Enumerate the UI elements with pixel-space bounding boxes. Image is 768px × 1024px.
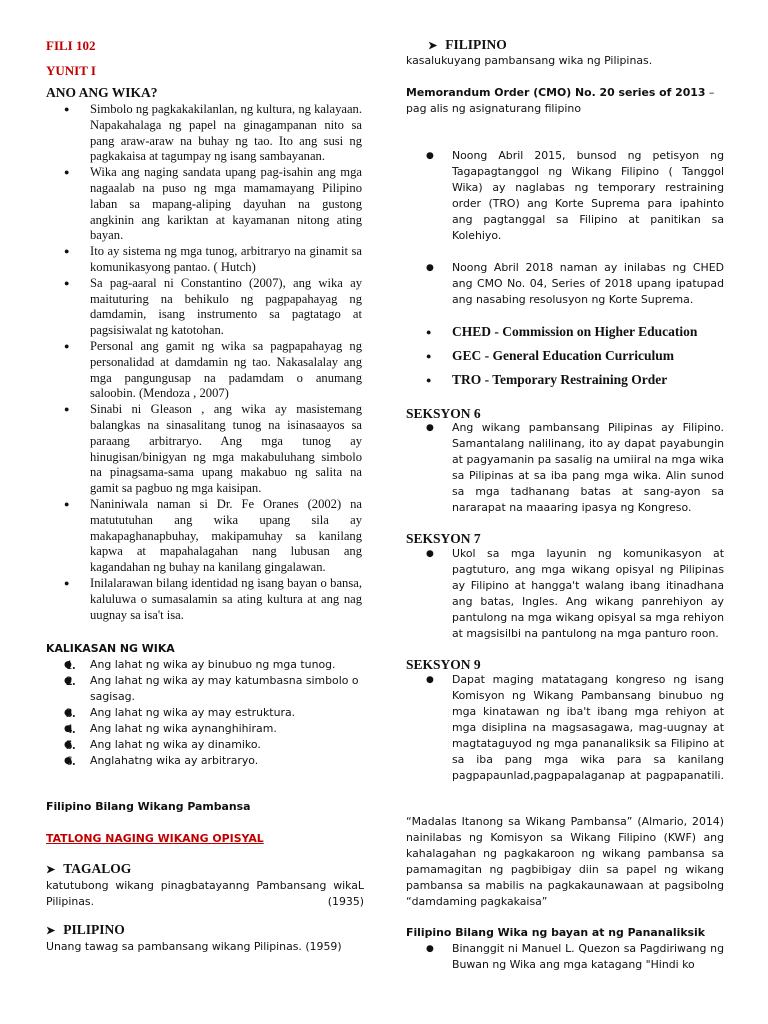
- item-number: ● 3.: [66, 706, 76, 720]
- tagalog-text: katutubong wikang pinagbatayanng Pambansang wikaL Pilipinas. (1935): [46, 879, 364, 908]
- arrow-bullet-icon: ➤: [46, 864, 56, 876]
- list-item: ● Ito ay sistema ng mga tunog, arbitraryo na ginamit sa komunikasyong pantao. ( Hutch): [90, 244, 362, 276]
- cmo-description: – pag alis ng asignaturang filipino: [406, 86, 715, 115]
- section-heading-ano-ang-wika: ANO ANG WIKA?: [46, 85, 158, 100]
- kalikasan-list: [66, 657, 362, 769]
- cmo-paragraph: [406, 85, 724, 117]
- unit-title: YUNIT I: [46, 63, 96, 78]
- pilipino-text: Unang tawag sa pambansang wikang Pilipinas. (1959): [46, 940, 342, 953]
- list-item: ● Dapat maging matatagang kongreso ng isang Komisyon ng Wikang Pambansang binubuo ng mga kinatawan ng iba't ibang mga rehiyon at mga disiplina na magsasagawa, mag-uugnay at magtataguyod ng mga pananaliksik sa Filipino at sa iba pang mga wika para sa kanilang pagpapaunlad,pagpapalaganap at pagpapanatili.: [452, 672, 724, 784]
- seksyon-6-heading: SEKSYON 6: [406, 406, 481, 421]
- item-number: ● 6.: [66, 754, 76, 768]
- list-item: ● Sa pag-aaral ni Constantino (2007), ang wika ay maituturing na behikulo ng pagpapahayag ng damdamin, isang instrumento sa pagtatago at pagsisiwalat ng katotohan.: [90, 276, 362, 339]
- list-item: [66, 753, 362, 769]
- kalikasan-heading: KALIKASAN NG WIKA: [46, 642, 175, 655]
- course-code: FILI 102: [46, 38, 96, 53]
- arrow-bullet-icon: ➤: [428, 40, 438, 52]
- list-item: [66, 721, 362, 737]
- list-item: ● Naniniwala naman si Dr. Fe Oranes (2002) na matututuhan ang wika upang sila ay makapaghanapbuhay, makipamuhay sa kanilang kapwa at mapahalagahan nang lubusan ang kagandahan ng buhay na kanilang gingalawan.: [90, 497, 362, 576]
- list-item: ● GEC - General Education Curriculum: [452, 344, 724, 368]
- seksyon-7-heading: SEKSYON 7: [406, 531, 481, 546]
- arrow-bullet-icon: ➤: [46, 925, 56, 937]
- item-number: ● 2.: [66, 674, 76, 688]
- filipino-heading: [428, 37, 507, 53]
- item-text: Ang lahat ng wika ay binubuo ng mga tunog.: [90, 658, 336, 671]
- tagalog-label: TAGALOG: [63, 861, 132, 876]
- list-item: ● Binanggit ni Manuel L. Quezon sa Pagdiriwang ng Buwan ng Wika ang mga katagang "Hindi ko: [452, 941, 724, 973]
- seksyon-9-heading: SEKSYON 9: [406, 657, 481, 672]
- tagalog-heading: [46, 861, 131, 877]
- item-number: ● 5.: [66, 738, 76, 752]
- list-item: [66, 705, 362, 721]
- list-item: ● Ang wikang pambansang Pilipinas ay Filipino. Samantalang nalilinang, ito ay dapat payabungin at pagyamanin pa sasalig na umiiral na mga wika sa Pilipinas at sa iba pang mga wika. Alin sunod sa mga tadhanang batas at sang-ayon sa nararapat na maaaring ipasya ng Kongreso.: [452, 420, 724, 516]
- tro-list: [452, 148, 724, 308]
- madalas-paragraph: “Madalas Itanong sa Wikang Pambansa” (Almario, 2014) nainilabas ng Komisyon sa Wikang Filipino (KWF) ang kahalagahan ng pagkakaroon ng wikang pambansa sa pamamagitan ng pagbibigay diin sa papel ng wikang pambansa sa mabilis na pagkakaunawaan at pagsibolng “damdaming pagkakaisa”: [406, 815, 724, 908]
- filipino-label: FILIPINO: [445, 37, 507, 52]
- list-item: ● TRO - Temporary Restraining Order: [452, 368, 724, 392]
- ano-ang-wika-list: [90, 102, 362, 623]
- seksyon-9-list: [452, 672, 724, 784]
- seksyon-6-list: [452, 420, 724, 516]
- acronym-list: [452, 320, 724, 392]
- list-item: ● Sinabi ni Gleason , ang wika ay masistemang balangkas na sinasalitang tunog na isinasaayos sa paraang arbitraryo. Ang mga tunog ay hinugisan/binigyan ng mga makabuluhang simbolo na pinagsama-sama upang makabuo ng salita na gamit sa pagbuo ng mga kaisipan.: [90, 402, 362, 497]
- list-item: ● Inilalarawan bilang identidad ng isang bayan o bansa, kaluluwa o sumasalamin sa ating kultura at ang nag uugnay sa isa't isa.: [90, 576, 362, 623]
- list-item: ● Noong Abril 2018 naman ay inilabas ng CHED ang CMO No. 04, Series of 2018 upang ipatupad ang nasabing resolusyon ng Korte Suprema.: [452, 260, 724, 308]
- item-text: Ang lahat ng wika aynanghihiram.: [90, 722, 277, 735]
- item-text: Ang lahat ng wika ay may katumbasna simbolo o sagisag.: [90, 674, 359, 703]
- list-item: [66, 737, 362, 753]
- list-item: ● Ukol sa mga layunin ng komunikasyon at pagtuturo, ang mga wikang opisyal ng Pilipinas ay Filipino at hangga't walang ibang itinadhana ang batas, Ingles. Ang wikang panrehiyon ay pantulong na mga wikang opisyal sa mga rehiyon at magsisilbi na pantulong na mga panturo roon.: [452, 546, 724, 642]
- pilipino-label: PILIPINO: [63, 922, 125, 937]
- item-text: Ang lahat ng wika ay may estruktura.: [90, 706, 296, 719]
- item-text: Anglahatng wika ay arbitraryo.: [90, 754, 259, 767]
- item-number: ● 4.: [66, 722, 76, 736]
- list-item: ● Noong Abril 2015, bunsod ng petisyon ng Tagapagtanggol ng Wikang Filipino ( Tanggol Wika) ay naglabas ng temporary restraining order (TRO) ang Korte Suprema para ipahinto ang pagtanggal sa Filipino at panitikan sa Kolehiyo.: [452, 148, 724, 244]
- pananaliksik-heading: Filipino Bilang Wika ng bayan at ng Pananaliksik: [406, 926, 706, 939]
- item-text: Ang lahat ng wika ay dinamiko.: [90, 738, 261, 751]
- tatlong-naging-heading: TATLONG NAGING WIKANG OPISYAL: [46, 832, 264, 845]
- pilipino-heading: [46, 922, 125, 938]
- list-item: ● Simbolo ng pagkakakilanlan, ng kultura, ng kalayaan. Napakahalaga ng papel na ginagampanan nito sa pang araw-araw na buhay ng tao. Ito ang susi ng pagkakaisa at tagumpay ng isang sambayanan.: [90, 102, 362, 165]
- seksyon-7-list: [452, 546, 724, 642]
- filipino-text: kasalukuyang pambansang wika ng Pilipinas.: [406, 54, 653, 67]
- filipino-bilang-heading: Filipino Bilang Wikang Pambansa: [46, 800, 251, 813]
- list-item: ● CHED - Commission on Higher Education: [452, 320, 724, 344]
- item-number: ● 1.: [66, 658, 76, 672]
- list-item: ● Personal ang gamit ng wika sa pagpapahayag ng personalidad at damdamin ng tao. Nakasalalay ang mga pangungusap na padamdam o anumang saloobin. (Mendoza , 2007): [90, 339, 362, 402]
- list-item: [66, 673, 362, 705]
- pananaliksik-list: [452, 941, 724, 973]
- list-item: [66, 657, 362, 673]
- list-item: ● Wika ang naging sandata upang pag-isahin ang mga nagaalab na puso ng mga mamamayang Pilipino laban sa mapang-aliping dayuhan na gustong angkinin ang kariktan at kayamanan nitong ating bayan.: [90, 165, 362, 244]
- cmo-title: Memorandum Order (CMO) No. 20 series of 2013: [406, 86, 706, 99]
